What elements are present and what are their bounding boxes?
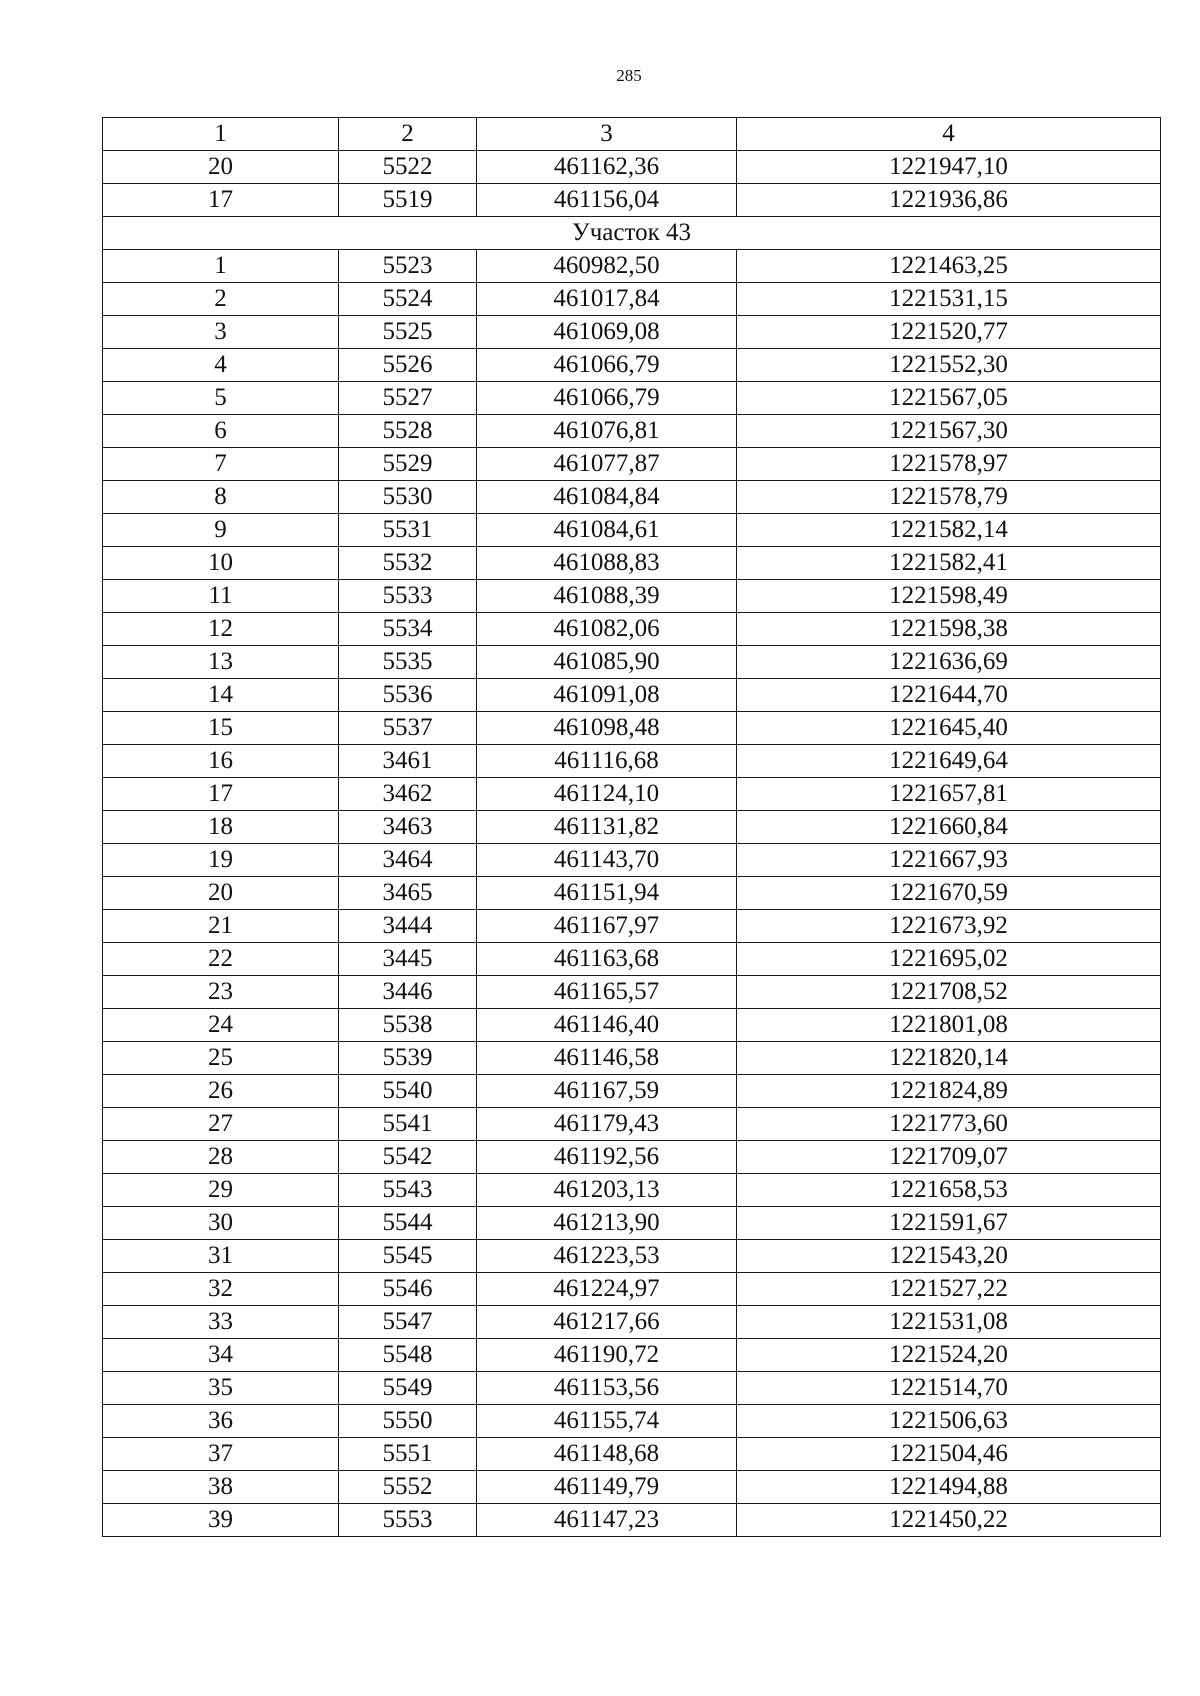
y-coordinate-cell: 1221649,64: [737, 745, 1161, 778]
y-coordinate-cell: 1221578,79: [737, 481, 1161, 514]
table-row: [103, 316, 1161, 349]
point-id-cell: 5528: [339, 415, 477, 448]
page-number: 285: [616, 66, 642, 85]
y-coordinate-cell: 1221582,41: [737, 547, 1161, 580]
table-row: [103, 514, 1161, 547]
table-row: [103, 976, 1161, 1009]
point-id-cell: 5519: [339, 184, 477, 217]
x-coordinate-cell: 461151,94: [477, 877, 737, 910]
table-row: [103, 415, 1161, 448]
y-coordinate-cell: 1221820,14: [737, 1042, 1161, 1075]
y-coordinate-cell: 1221644,70: [737, 679, 1161, 712]
table-row: [103, 646, 1161, 679]
point-id-cell: 5535: [339, 646, 477, 679]
point-id-cell: 5550: [339, 1405, 477, 1438]
point-number-cell: 39: [103, 1504, 339, 1537]
point-number-cell: 12: [103, 613, 339, 646]
table-row: [103, 943, 1161, 976]
point-id-cell: 5527: [339, 382, 477, 415]
point-id-cell: 5553: [339, 1504, 477, 1537]
table-row: [103, 1405, 1161, 1438]
point-id-cell: 5542: [339, 1141, 477, 1174]
table-row: [103, 811, 1161, 844]
y-coordinate-cell: 1221524,20: [737, 1339, 1161, 1372]
point-number-cell: 38: [103, 1471, 339, 1504]
table-row: [103, 1108, 1161, 1141]
y-coordinate-cell: 1221463,25: [737, 250, 1161, 283]
point-id-cell: 5544: [339, 1207, 477, 1240]
point-id-cell: 3461: [339, 745, 477, 778]
point-number-cell: 23: [103, 976, 339, 1009]
x-coordinate-cell: 461088,39: [477, 580, 737, 613]
x-coordinate-cell: 461179,43: [477, 1108, 737, 1141]
y-coordinate-cell: 1221504,46: [737, 1438, 1161, 1471]
point-number-cell: 24: [103, 1009, 339, 1042]
y-coordinate-cell: 1221947,10: [737, 151, 1161, 184]
y-coordinate-cell: 1221936,86: [737, 184, 1161, 217]
table-row: [103, 382, 1161, 415]
x-coordinate-cell: 461124,10: [477, 778, 737, 811]
x-coordinate-cell: 461066,79: [477, 349, 737, 382]
x-coordinate-cell: 461163,68: [477, 943, 737, 976]
table-row: [103, 481, 1161, 514]
coordinates-table: [102, 117, 1161, 1537]
x-coordinate-cell: 461165,57: [477, 976, 737, 1009]
x-coordinate-cell: 461192,56: [477, 1141, 737, 1174]
point-id-cell: 5537: [339, 712, 477, 745]
column-header: 2: [339, 118, 477, 151]
y-coordinate-cell: 1221531,08: [737, 1306, 1161, 1339]
x-coordinate-cell: 461156,04: [477, 184, 737, 217]
x-coordinate-cell: 461217,66: [477, 1306, 737, 1339]
point-number-cell: 35: [103, 1372, 339, 1405]
table-row: [103, 844, 1161, 877]
table-row: [103, 910, 1161, 943]
point-number-cell: 1: [103, 250, 339, 283]
table-row: [103, 1504, 1161, 1537]
point-id-cell: 3462: [339, 778, 477, 811]
table-row: [103, 283, 1161, 316]
point-number-cell: 20: [103, 877, 339, 910]
section-row: [103, 217, 1161, 250]
point-number-cell: 18: [103, 811, 339, 844]
point-id-cell: 5547: [339, 1306, 477, 1339]
x-coordinate-cell: 461084,84: [477, 481, 737, 514]
header-row: [103, 118, 1161, 151]
section-title: Участок 43: [103, 217, 1161, 250]
x-coordinate-cell: 461223,53: [477, 1240, 737, 1273]
point-id-cell: 3463: [339, 811, 477, 844]
y-coordinate-cell: 1221773,60: [737, 1108, 1161, 1141]
point-number-cell: 22: [103, 943, 339, 976]
table-row: [103, 1273, 1161, 1306]
point-id-cell: 5546: [339, 1273, 477, 1306]
point-id-cell: 5539: [339, 1042, 477, 1075]
table-row: [103, 250, 1161, 283]
x-coordinate-cell: 461148,68: [477, 1438, 737, 1471]
y-coordinate-cell: 1221514,70: [737, 1372, 1161, 1405]
table-row: [103, 184, 1161, 217]
table-row: [103, 1174, 1161, 1207]
x-coordinate-cell: 461167,59: [477, 1075, 737, 1108]
x-coordinate-cell: 461203,13: [477, 1174, 737, 1207]
table-row: [103, 613, 1161, 646]
column-header: 1: [103, 118, 339, 151]
y-coordinate-cell: 1221657,81: [737, 778, 1161, 811]
point-id-cell: 5529: [339, 448, 477, 481]
column-header: 3: [477, 118, 737, 151]
table-row: [103, 151, 1161, 184]
point-number-cell: 29: [103, 1174, 339, 1207]
point-id-cell: 5522: [339, 151, 477, 184]
point-id-cell: 3445: [339, 943, 477, 976]
table-row: [103, 1075, 1161, 1108]
point-id-cell: 5540: [339, 1075, 477, 1108]
x-coordinate-cell: 461146,58: [477, 1042, 737, 1075]
point-id-cell: 5549: [339, 1372, 477, 1405]
x-coordinate-cell: 461153,56: [477, 1372, 737, 1405]
point-id-cell: 5551: [339, 1438, 477, 1471]
point-id-cell: 5545: [339, 1240, 477, 1273]
point-number-cell: 27: [103, 1108, 339, 1141]
point-id-cell: 3465: [339, 877, 477, 910]
y-coordinate-cell: 1221709,07: [737, 1141, 1161, 1174]
table-row: [103, 1372, 1161, 1405]
y-coordinate-cell: 1221695,02: [737, 943, 1161, 976]
x-coordinate-cell: 461167,97: [477, 910, 737, 943]
y-coordinate-cell: 1221598,49: [737, 580, 1161, 613]
y-coordinate-cell: 1221567,30: [737, 415, 1161, 448]
y-coordinate-cell: 1221673,92: [737, 910, 1161, 943]
y-coordinate-cell: 1221658,53: [737, 1174, 1161, 1207]
y-coordinate-cell: 1221801,08: [737, 1009, 1161, 1042]
x-coordinate-cell: 461098,48: [477, 712, 737, 745]
point-number-cell: 10: [103, 547, 339, 580]
point-id-cell: 5533: [339, 580, 477, 613]
column-header: 4: [737, 118, 1161, 151]
coordinates-table-body: [103, 118, 1161, 1537]
y-coordinate-cell: 1221494,88: [737, 1471, 1161, 1504]
point-number-cell: 25: [103, 1042, 339, 1075]
y-coordinate-cell: 1221591,67: [737, 1207, 1161, 1240]
point-id-cell: 5525: [339, 316, 477, 349]
table-row: [103, 349, 1161, 382]
point-id-cell: 5534: [339, 613, 477, 646]
point-id-cell: 5532: [339, 547, 477, 580]
x-coordinate-cell: 461131,82: [477, 811, 737, 844]
x-coordinate-cell: 461162,36: [477, 151, 737, 184]
x-coordinate-cell: 461190,72: [477, 1339, 737, 1372]
point-number-cell: 7: [103, 448, 339, 481]
table-row: [103, 580, 1161, 613]
x-coordinate-cell: 461116,68: [477, 745, 737, 778]
table-row: [103, 1306, 1161, 1339]
y-coordinate-cell: 1221645,40: [737, 712, 1161, 745]
point-number-cell: 33: [103, 1306, 339, 1339]
point-id-cell: 3464: [339, 844, 477, 877]
x-coordinate-cell: 461069,08: [477, 316, 737, 349]
point-number-cell: 21: [103, 910, 339, 943]
x-coordinate-cell: 461077,87: [477, 448, 737, 481]
point-id-cell: 3444: [339, 910, 477, 943]
x-coordinate-cell: 460982,50: [477, 250, 737, 283]
table-row: [103, 877, 1161, 910]
point-id-cell: 5541: [339, 1108, 477, 1141]
table-row: [103, 1240, 1161, 1273]
y-coordinate-cell: 1221824,89: [737, 1075, 1161, 1108]
table-row: [103, 547, 1161, 580]
point-number-cell: 9: [103, 514, 339, 547]
point-number-cell: 6: [103, 415, 339, 448]
y-coordinate-cell: 1221567,05: [737, 382, 1161, 415]
table-row: [103, 1009, 1161, 1042]
point-id-cell: 5543: [339, 1174, 477, 1207]
point-number-cell: 13: [103, 646, 339, 679]
x-coordinate-cell: 461085,90: [477, 646, 737, 679]
point-number-cell: 8: [103, 481, 339, 514]
table-row: [103, 712, 1161, 745]
y-coordinate-cell: 1221660,84: [737, 811, 1161, 844]
x-coordinate-cell: 461149,79: [477, 1471, 737, 1504]
y-coordinate-cell: 1221552,30: [737, 349, 1161, 382]
y-coordinate-cell: 1221543,20: [737, 1240, 1161, 1273]
point-id-cell: 5552: [339, 1471, 477, 1504]
y-coordinate-cell: 1221636,69: [737, 646, 1161, 679]
point-number-cell: 20: [103, 151, 339, 184]
point-number-cell: 2: [103, 283, 339, 316]
point-number-cell: 28: [103, 1141, 339, 1174]
y-coordinate-cell: 1221527,22: [737, 1273, 1161, 1306]
x-coordinate-cell: 461224,97: [477, 1273, 737, 1306]
y-coordinate-cell: 1221506,63: [737, 1405, 1161, 1438]
point-id-cell: 5524: [339, 283, 477, 316]
x-coordinate-cell: 461143,70: [477, 844, 737, 877]
table-row: [103, 448, 1161, 481]
x-coordinate-cell: 461076,81: [477, 415, 737, 448]
y-coordinate-cell: 1221531,15: [737, 283, 1161, 316]
point-number-cell: 16: [103, 745, 339, 778]
point-number-cell: 30: [103, 1207, 339, 1240]
point-number-cell: 17: [103, 184, 339, 217]
x-coordinate-cell: 461091,08: [477, 679, 737, 712]
point-id-cell: 5536: [339, 679, 477, 712]
table-row: [103, 679, 1161, 712]
point-number-cell: 5: [103, 382, 339, 415]
y-coordinate-cell: 1221582,14: [737, 514, 1161, 547]
y-coordinate-cell: 1221450,22: [737, 1504, 1161, 1537]
point-id-cell: 5531: [339, 514, 477, 547]
x-coordinate-cell: 461088,83: [477, 547, 737, 580]
point-id-cell: 5530: [339, 481, 477, 514]
x-coordinate-cell: 461017,84: [477, 283, 737, 316]
point-number-cell: 26: [103, 1075, 339, 1108]
x-coordinate-cell: 461066,79: [477, 382, 737, 415]
y-coordinate-cell: 1221667,93: [737, 844, 1161, 877]
x-coordinate-cell: 461082,06: [477, 613, 737, 646]
point-number-cell: 4: [103, 349, 339, 382]
point-id-cell: 5538: [339, 1009, 477, 1042]
point-number-cell: 15: [103, 712, 339, 745]
table-row: [103, 1471, 1161, 1504]
point-number-cell: 19: [103, 844, 339, 877]
x-coordinate-cell: 461146,40: [477, 1009, 737, 1042]
table-row: [103, 778, 1161, 811]
point-number-cell: 3: [103, 316, 339, 349]
point-id-cell: 5526: [339, 349, 477, 382]
point-number-cell: 31: [103, 1240, 339, 1273]
y-coordinate-cell: 1221708,52: [737, 976, 1161, 1009]
table-row: [103, 745, 1161, 778]
point-number-cell: 36: [103, 1405, 339, 1438]
point-number-cell: 32: [103, 1273, 339, 1306]
x-coordinate-cell: 461155,74: [477, 1405, 737, 1438]
point-id-cell: 3446: [339, 976, 477, 1009]
point-number-cell: 11: [103, 580, 339, 613]
y-coordinate-cell: 1221578,97: [737, 448, 1161, 481]
x-coordinate-cell: 461084,61: [477, 514, 737, 547]
table-row: [103, 1207, 1161, 1240]
table-row: [103, 1339, 1161, 1372]
point-id-cell: 5548: [339, 1339, 477, 1372]
y-coordinate-cell: 1221670,59: [737, 877, 1161, 910]
x-coordinate-cell: 461213,90: [477, 1207, 737, 1240]
point-number-cell: 34: [103, 1339, 339, 1372]
y-coordinate-cell: 1221598,38: [737, 613, 1161, 646]
table-row: [103, 1042, 1161, 1075]
x-coordinate-cell: 461147,23: [477, 1504, 737, 1537]
point-id-cell: 5523: [339, 250, 477, 283]
point-number-cell: 37: [103, 1438, 339, 1471]
table-row: [103, 1438, 1161, 1471]
y-coordinate-cell: 1221520,77: [737, 316, 1161, 349]
table-row: [103, 1141, 1161, 1174]
point-number-cell: 17: [103, 778, 339, 811]
point-number-cell: 14: [103, 679, 339, 712]
